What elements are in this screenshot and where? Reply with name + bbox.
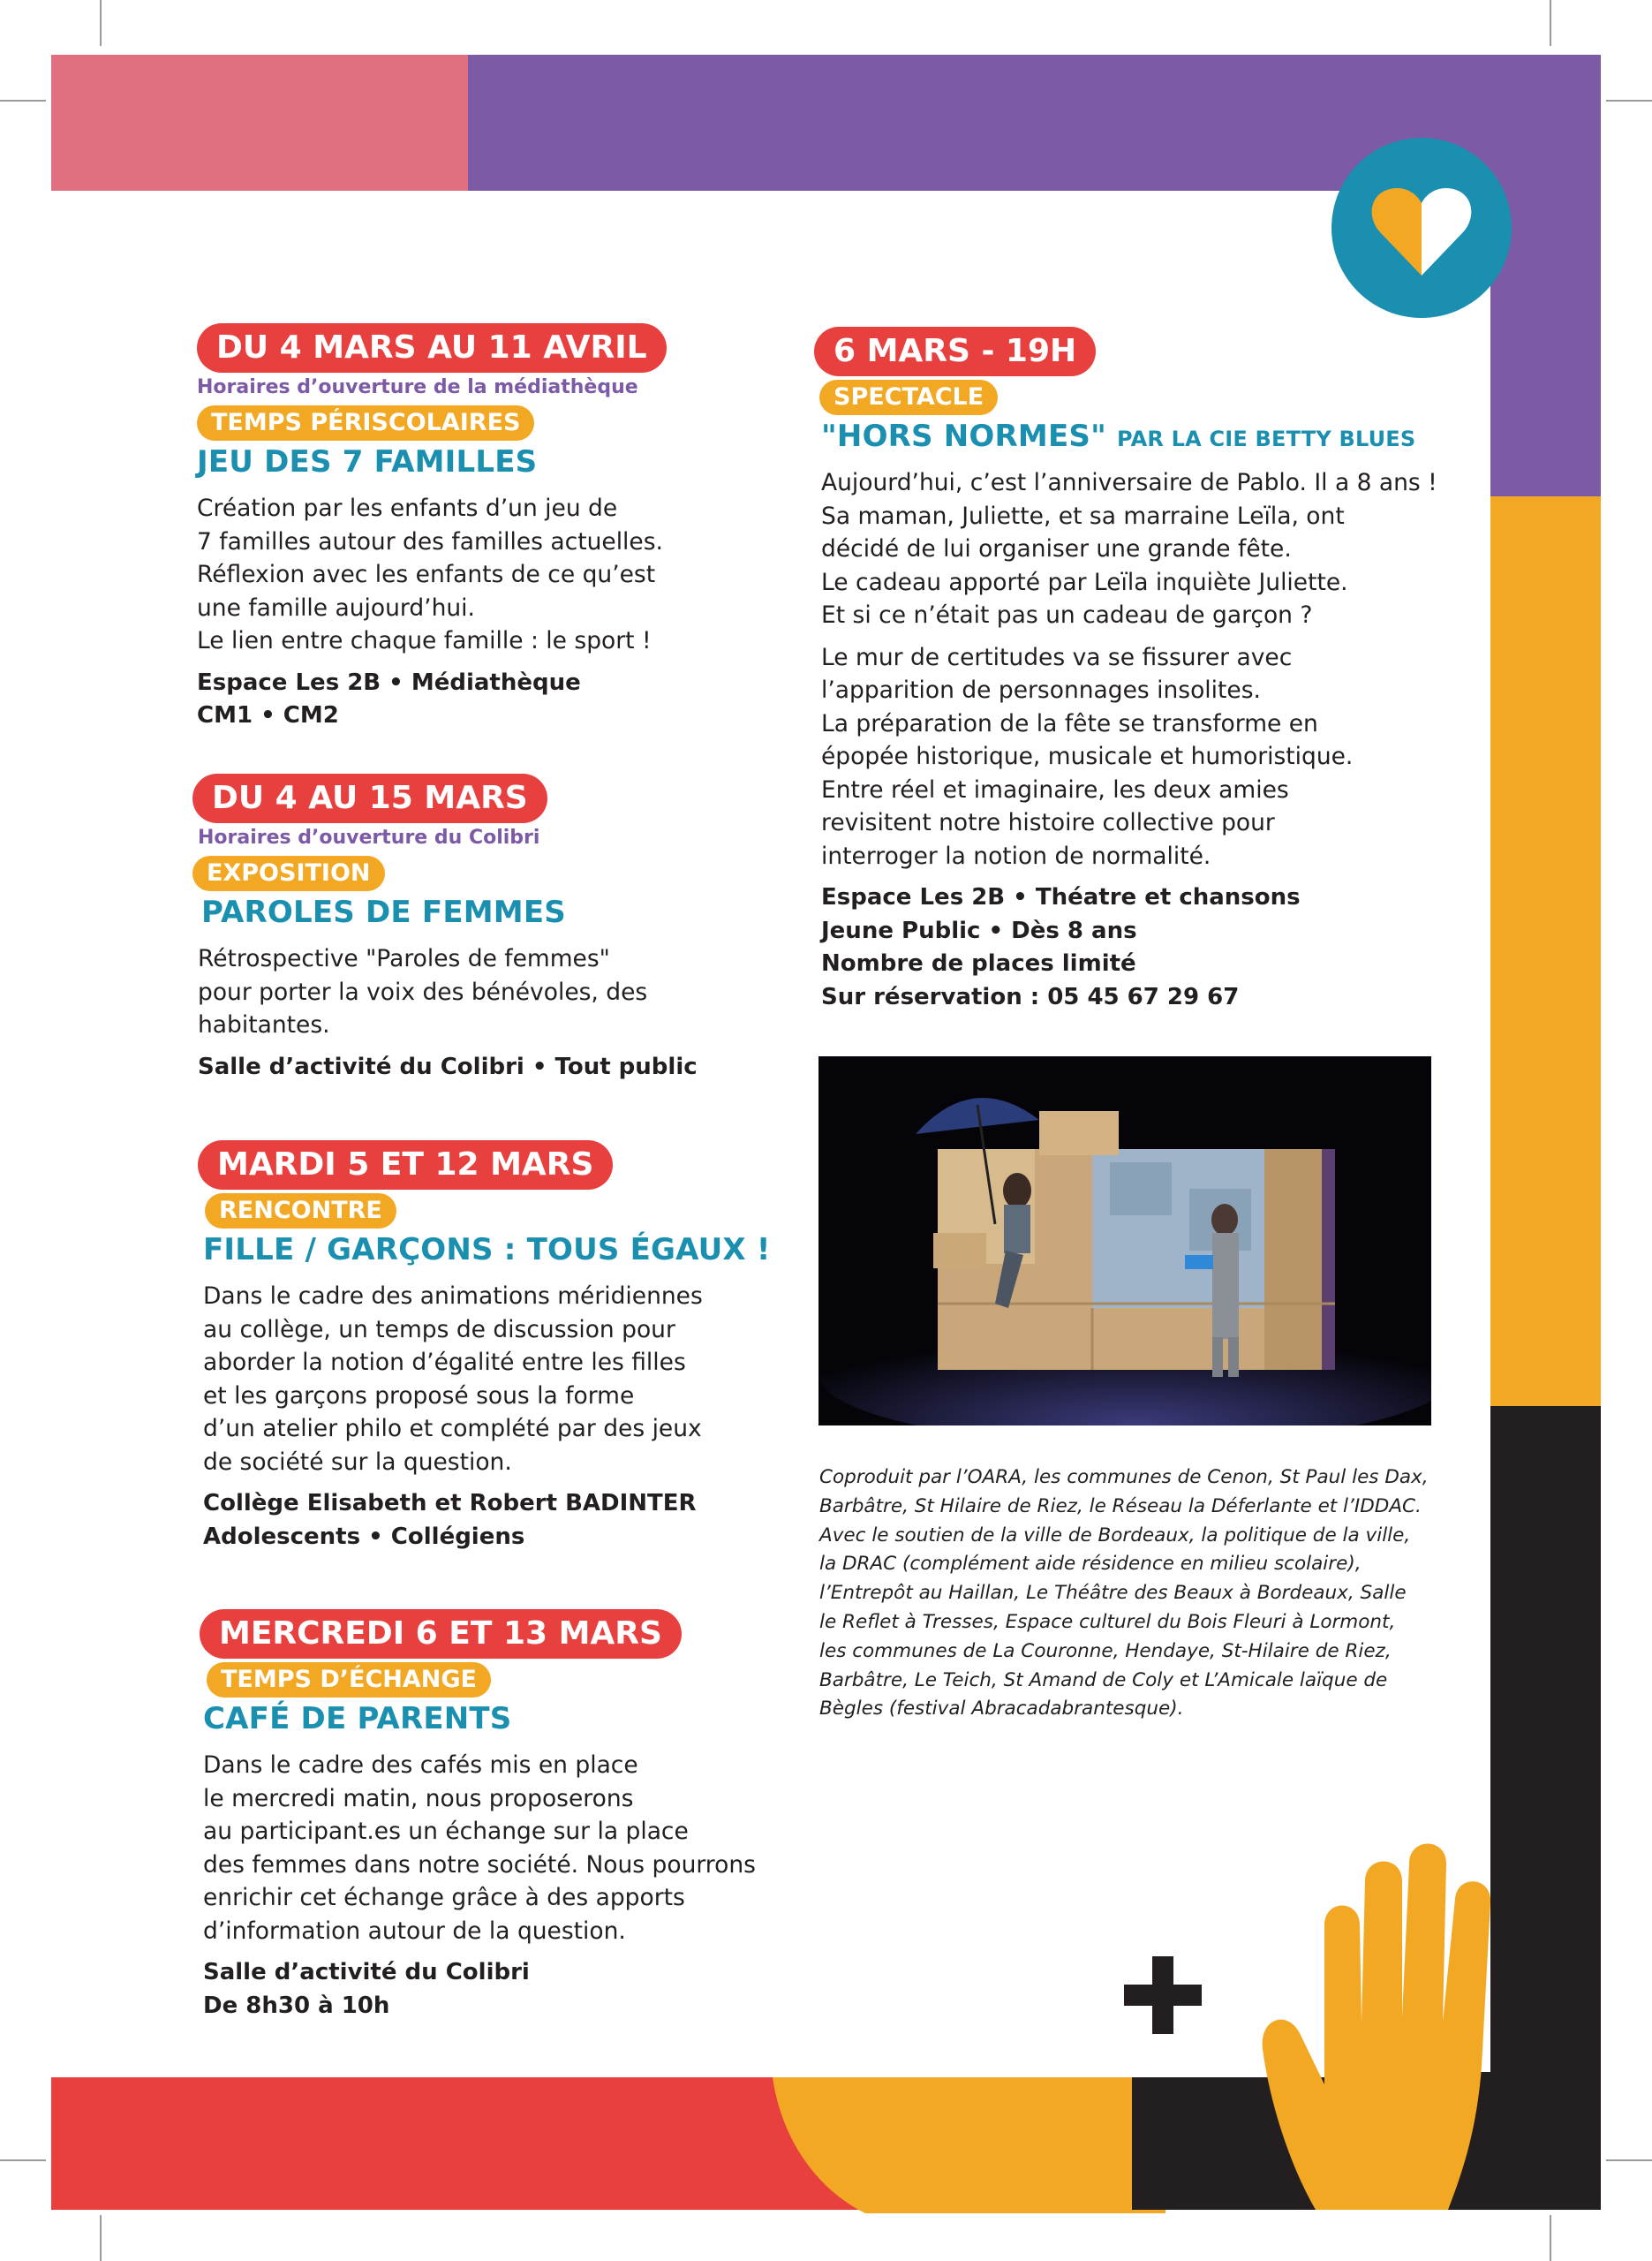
credits: Coproduit par l’OARA, les communes de Cenon, St Paul les Dax, Barbâtre, St Hilaire de Riez, le Réseau la Déferlante et l’IDDAC. Avec le soutien de la ville de Bordeaux, la politique de la ville, la DRAC (complément aide résidence en milieu scolaire), l’Entrepôt au Haillan, Le Théâtre des Beaux à Bordeaux, Salle le Reflet à Tresses, Espace culturel du Bois Fleuri à Lormont, les communes de La Couronne, Hendaye, St-Hilaire de Riez, Barbâtre, Le Teich, St Amand de Coly et L’Amicale laïque de Bègles (festival Abracadabrantesque).	[819, 1466, 1429, 1720]
event-description: Création par les enfants d’un jeu de 7 familles autour des familles actuelles. Réflexion avec les enfants de ce qu’est une famille aujourd’hui. Le lien entre chaque famille : le sport !	[197, 495, 663, 654]
event-description: Rétrospective "Paroles de femmes" pour porter la voix des bénévoles, des habitantes.	[198, 945, 648, 1039]
event-fille-garcons	[198, 1140, 771, 1554]
event-category-pill: TEMPS PÉRISCOLAIRES	[197, 405, 534, 441]
event-hours: Horaires d’ouverture de la médiathèque	[197, 376, 638, 398]
event-date-pill: MARDI 5 ET 12 MARS	[198, 1140, 613, 1190]
top-pink-band	[51, 55, 468, 191]
event-description: Dans le cadre des cafés mis en place le mercredi matin, nous proposerons au participant.es un échange sur la place des femmes dans notre société. Nous pourrons enrichir cet échange grâce à des apports d’information autour de la question.	[203, 1751, 756, 1945]
heart-icon	[1331, 138, 1512, 318]
show-photo	[818, 1056, 1431, 1425]
event-venue-audience: Collège Elisabeth et Robert BADINTER Adolescents • Collégiens	[203, 1490, 697, 1550]
event-category-pill: TEMPS D’ÉCHANGE	[207, 1662, 491, 1698]
event-cafe-de-parents	[200, 1609, 756, 2023]
event-date-pill: DU 4 AU 15 MARS	[192, 774, 547, 823]
crop-mark	[0, 100, 46, 102]
hand-icon	[1254, 1828, 1519, 2210]
event-category-pill: EXPOSITION	[192, 856, 385, 891]
event-description: Dans le cadre des animations méridiennes au collège, un temps de discussion pour aborder la notion d’égalité entre les filles et les garçons proposé sous la forme d’un atelier philo et complété par des jeux de société sur la question.	[203, 1282, 703, 1476]
event-venue-audience: Salle d’activité du Colibri • Tout public	[198, 1053, 698, 1080]
event-venue-audience: Salle d’activité du Colibri De 8h30 à 10h	[203, 1959, 530, 2019]
event-category-pill: SPECTACLE	[819, 380, 998, 415]
logo-badge	[1331, 138, 1512, 318]
event-date-pill: DU 4 MARS AU 11 AVRIL	[197, 323, 667, 373]
event-category-pill: RENCONTRE	[205, 1193, 396, 1229]
event-company: PAR LA CIE BETTY BLUES	[1117, 427, 1416, 451]
event-venue-audience: Espace Les 2B • Médiathèque CM1 • CM2	[197, 669, 581, 729]
event-hors-normes	[814, 327, 1437, 1014]
event-description-continued: Le mur de certitudes va se fissurer avec l’apparition de personnages insolites. La préparation de la fête se transforme en épopée historique, musicale et humoristique. Entre réel et imaginaire, les deux amies revisitent notre histoire collective pour interroger la notion de normalité.	[821, 643, 1354, 870]
plus-icon	[1124, 1956, 1202, 2034]
bottom-orange-shape	[759, 2072, 1174, 2213]
event-title: PAROLES DE FEMMES	[201, 895, 566, 930]
event-jeu-des-7-familles	[197, 323, 667, 733]
event-title	[821, 419, 1437, 454]
event-paroles-de-femmes	[192, 774, 698, 1084]
crop-mark	[100, 2215, 102, 2261]
crop-mark	[1606, 2159, 1652, 2161]
crop-mark	[100, 0, 102, 46]
crop-mark	[1550, 0, 1551, 46]
crop-mark	[0, 2159, 46, 2161]
crop-mark	[1606, 100, 1652, 102]
event-hours: Horaires d’ouverture du Colibri	[198, 827, 540, 849]
event-title: JEU DES 7 FAMILLES	[197, 444, 538, 480]
crop-mark	[1550, 2215, 1551, 2261]
event-description: Aujourd’hui, c’est l’anniversaire de Pablo. Il a 8 ans ! Sa maman, Juliette, et sa marraine Leïla, ont décidé de lui organiser une grande fête. Le cadeau apporté par Leïla inquiète Juliette. Et si ce n’était pas un cadeau de garçon ?	[821, 469, 1437, 629]
event-title-text: "HORS NORMES"	[821, 419, 1106, 454]
event-title: FILLE / GARÇONS : TOUS ÉGAUX !	[203, 1232, 771, 1267]
event-venue-audience: Espace Les 2B • Théatre et chansons Jeune Public • Dès 8 ans Nombre de places limité Sur réservation : 05 45 67 29 67	[821, 884, 1301, 1010]
event-title: CAFÉ DE PARENTS	[203, 1701, 512, 1736]
event-date-pill: MERCREDI 6 ET 13 MARS	[200, 1609, 682, 1659]
event-date-pill: 6 MARS - 19H	[814, 327, 1096, 376]
